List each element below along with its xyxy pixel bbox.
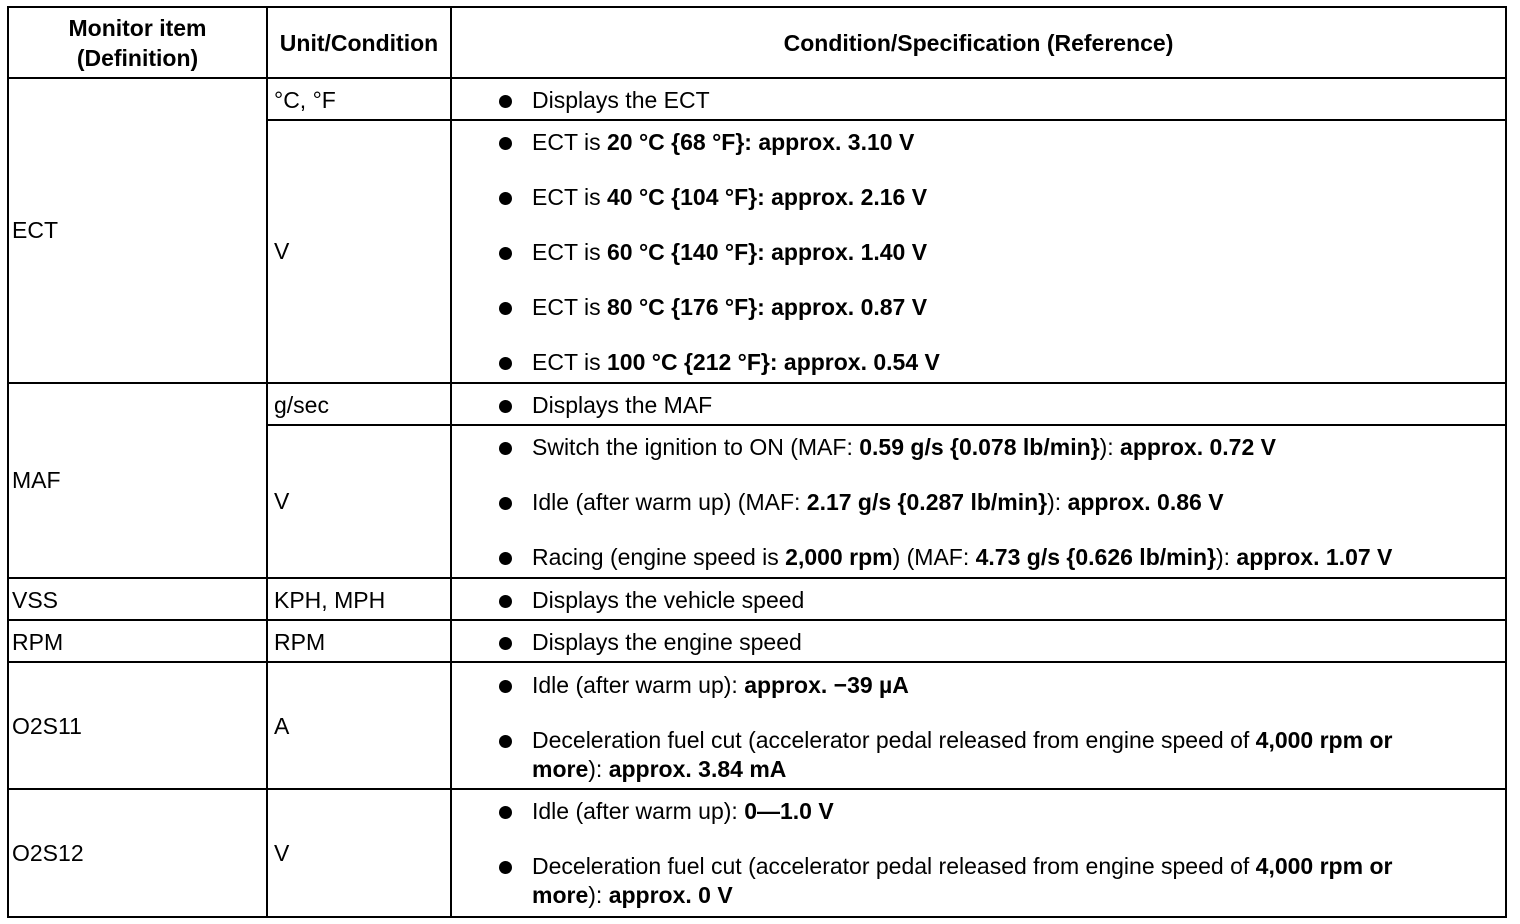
vss-unit: KPH, MPH [274, 587, 386, 613]
ect-spec-100c: ECT is 100 °C {212 °F}: approx. 0.54 V [532, 349, 940, 375]
header-unit-condition: Unit/Condition [279, 30, 439, 56]
row-divider [7, 661, 1507, 663]
o2s11-spec-idle: Idle (after warm up): approx. −39 µA [532, 672, 909, 698]
maf-spec-idle: Idle (after warm up) (MAF: 2.17 g/s {0.287 lb/min}): approx. 0.86 V [532, 489, 1224, 515]
header-monitor-item-line2: (Definition) [76, 45, 199, 71]
vss-spec: Displays the vehicle speed [532, 587, 805, 613]
maf-unit-voltage: V [274, 488, 290, 514]
ect-item: ECT [12, 217, 58, 243]
o2s11-unit: A [274, 713, 290, 739]
o2s11-item: O2S11 [12, 713, 82, 739]
column-divider [450, 6, 452, 918]
maf-spec-flow: Displays the MAF [532, 392, 713, 418]
ect-spec-60c: ECT is 60 °C {140 °F}: approx. 1.40 V [532, 239, 928, 265]
ect-unit-temp: °C, °F [274, 87, 336, 113]
o2s12-spec-decel: Deceleration fuel cut (accelerator pedal released from engine speed of 4,000 rpm or more): approx. 0 V [532, 853, 1393, 908]
o2s12-spec-idle: Idle (after warm up): 0—1.0 V [532, 798, 834, 824]
ect-spec-40c: ECT is 40 °C {104 °F}: approx. 2.16 V [532, 184, 928, 210]
column-divider [266, 6, 268, 918]
o2s12-item: O2S12 [12, 840, 84, 866]
ect-spec-80c: ECT is 80 °C {176 °F}: approx. 0.87 V [532, 294, 928, 320]
vss-item: VSS [12, 587, 59, 613]
ect-spec-20c: ECT is 20 °C {68 °F}: approx. 3.10 V [532, 129, 915, 155]
maf-item: MAF [12, 467, 61, 493]
rpm-spec: Displays the engine speed [532, 629, 802, 655]
header-monitor-item [9, 13, 266, 73]
ect-spec-temp: Displays the ECT [532, 87, 710, 113]
header-specification: Condition/Specification (Reference) [783, 30, 1174, 56]
row-divider [7, 382, 1507, 384]
row-divider [266, 119, 1507, 121]
o2s12-unit: V [274, 840, 290, 866]
row-divider [7, 619, 1507, 621]
rpm-item: RPM [12, 629, 64, 655]
ect-unit-voltage: V [274, 238, 290, 264]
row-divider [7, 77, 1507, 79]
rpm-unit: RPM [274, 629, 326, 655]
maf-unit-flow: g/sec [274, 392, 329, 418]
header-monitor-item-line1: Monitor item [68, 15, 207, 41]
maf-spec-racing: Racing (engine speed is 2,000 rpm) (MAF: 4.73 g/s {0.626 lb/min}): approx. 1.07 V [532, 544, 1393, 570]
row-divider [266, 424, 1507, 426]
maf-spec-ignition-on: Switch the ignition to ON (MAF: 0.59 g/s {0.078 lb/min}): approx. 0.72 V [532, 434, 1276, 460]
row-divider [7, 577, 1507, 579]
o2s11-spec-decel: Deceleration fuel cut (accelerator pedal released from engine speed of 4,000 rpm or more): approx. 3.84 mA [532, 727, 1393, 782]
row-divider [7, 788, 1507, 790]
